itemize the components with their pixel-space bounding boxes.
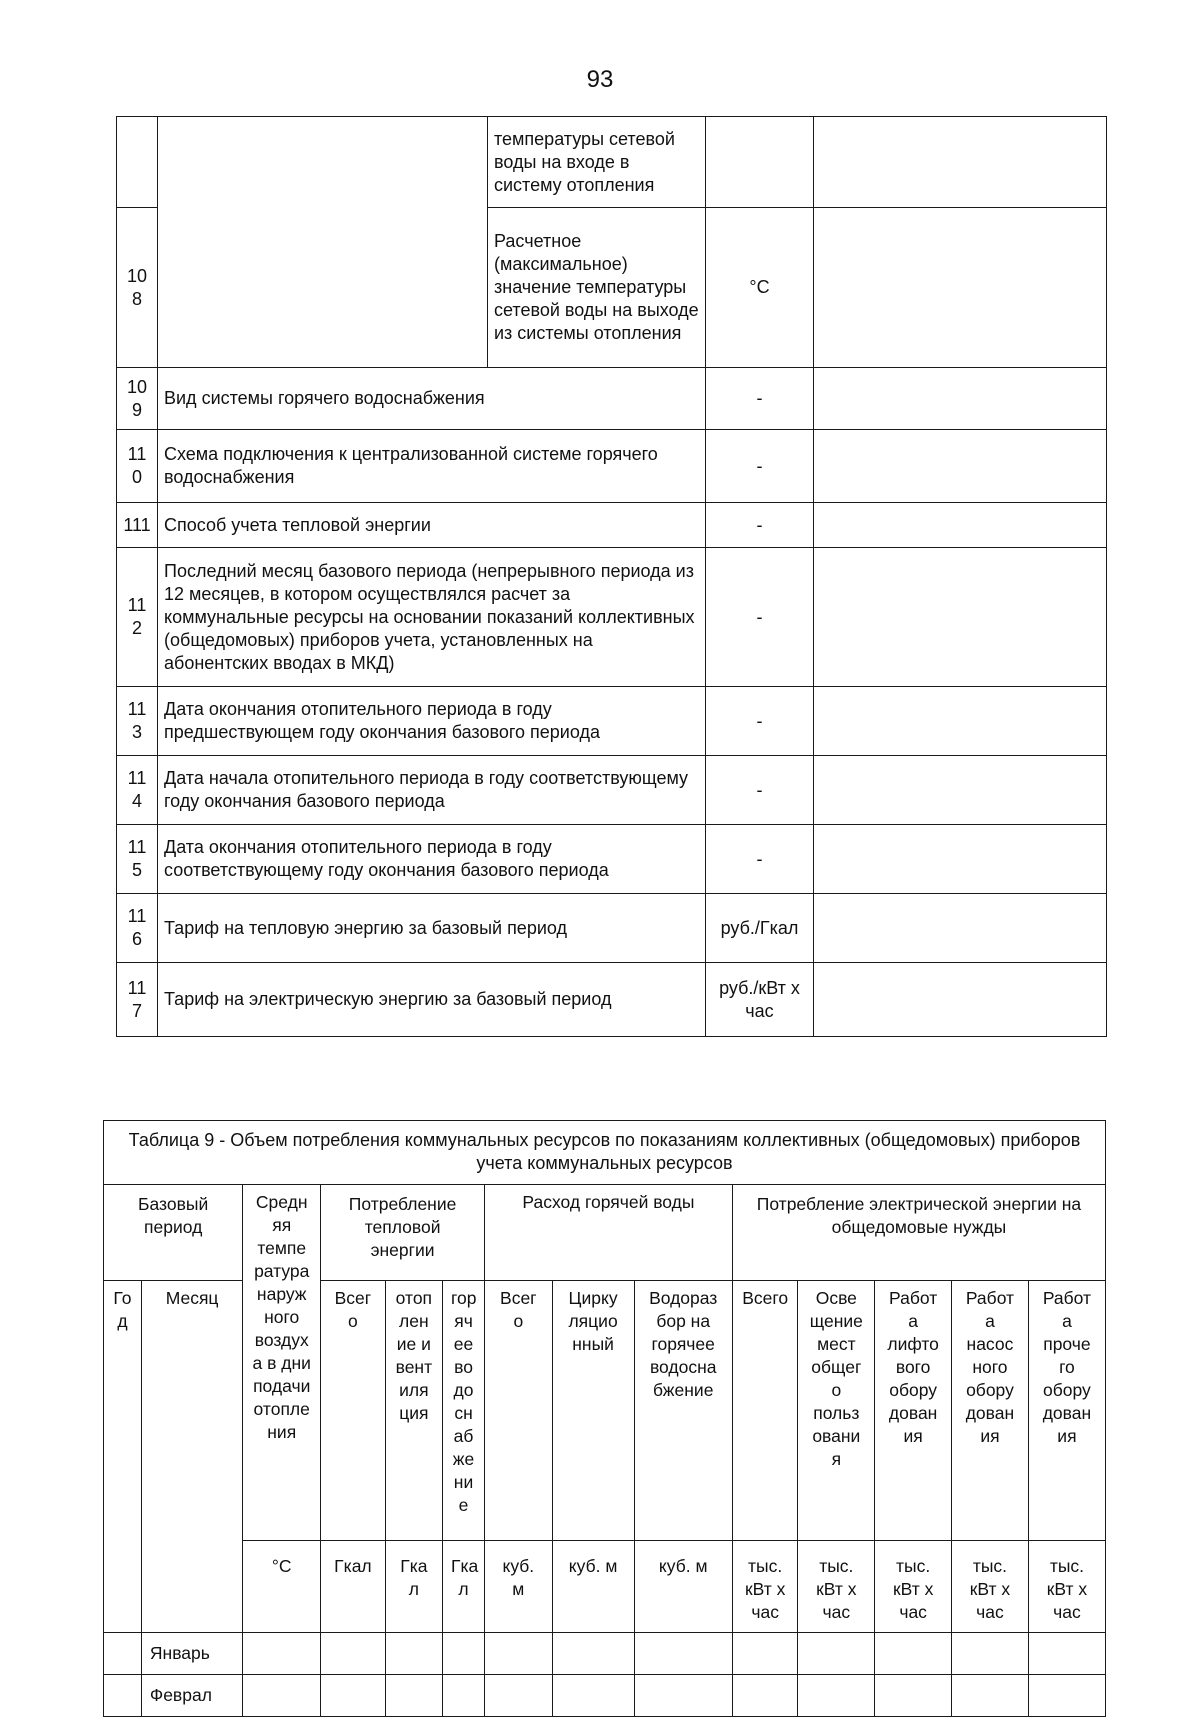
- parameter-name: Схема подключения к централизованной системе горячего водоснабжения: [158, 430, 706, 503]
- electricity-header: Потребление электрической энергии на общедомовые нужды: [732, 1185, 1105, 1281]
- data-cell: [875, 1633, 952, 1675]
- data-cell: [798, 1633, 875, 1675]
- year-header: Го д: [104, 1281, 142, 1633]
- data-cell: [321, 1633, 386, 1675]
- heat-hotwater-header: гор яч ее во до сн аб же ни е: [443, 1281, 485, 1541]
- unit-cell: -: [706, 825, 814, 894]
- table-row: [117, 503, 1107, 548]
- unit-cell: -: [706, 503, 814, 548]
- heat-consumption-header: Потребление тепловой энергии: [321, 1185, 485, 1281]
- row-number: 10 9: [117, 368, 158, 430]
- parameters-table: [116, 116, 1107, 1037]
- el-other-header: Работ а проче го обору дован ия: [1028, 1281, 1105, 1541]
- row-number: 11 7: [117, 963, 158, 1037]
- unit-heat-heating: Гка л: [385, 1541, 442, 1633]
- unit-heat-hotwater: Гка л: [443, 1541, 485, 1633]
- row-number: 11 5: [117, 825, 158, 894]
- year-cell: [104, 1675, 142, 1717]
- value-cell: [814, 687, 1107, 756]
- unit-el-lighting: тыс. кВт х час: [798, 1541, 875, 1633]
- value-cell: [814, 963, 1107, 1037]
- data-cell: [1028, 1675, 1105, 1717]
- unit-cell: руб./кВт х час: [706, 963, 814, 1037]
- unit-hw-total: куб. м: [485, 1541, 553, 1633]
- table-row: [104, 1633, 1106, 1675]
- el-total-header: Всего: [732, 1281, 798, 1541]
- unit-hw-circulation: куб. м: [552, 1541, 634, 1633]
- parameter-subname: Расчетное (максимальное) значение температуры сетевой воды на выходе из системы отопления: [488, 208, 706, 368]
- data-cell: [952, 1633, 1029, 1675]
- month-cell: Феврал: [141, 1675, 242, 1717]
- parameter-name: Последний месяц базового периода (непрерывного периода из 12 месяцев, в котором осуществлялся расчет за коммунальные ресурсы на основании показаний коллективных (общедомовых) приборов учета, установленных на абонентских вводах в МКД): [158, 548, 706, 687]
- el-pump-header: Работ а насос ного обору дован ия: [952, 1281, 1029, 1541]
- month-header: Месяц: [141, 1281, 242, 1633]
- unit-cell: °С: [706, 208, 814, 368]
- row-number: 11 4: [117, 756, 158, 825]
- value-cell: [814, 430, 1107, 503]
- unit-cell: -: [706, 368, 814, 430]
- row-number: 111: [117, 503, 158, 548]
- data-cell: [952, 1675, 1029, 1717]
- row-number: [117, 208, 158, 368]
- table-row: [117, 894, 1107, 963]
- parameter-name: Тариф на тепловую энергию за базовый период: [158, 894, 706, 963]
- value-cell: [814, 503, 1107, 548]
- year-cell: [104, 1633, 142, 1675]
- data-cell: [1028, 1633, 1105, 1675]
- parameter-name: Способ учета тепловой энергии: [158, 503, 706, 548]
- value-cell: [814, 117, 1107, 208]
- table-row: [117, 687, 1107, 756]
- data-cell: [875, 1675, 952, 1717]
- unit-hw-draw: куб. м: [634, 1541, 732, 1633]
- hw-draw-header: Водораз бор на горячее водосна бжение: [634, 1281, 732, 1541]
- table-row: [117, 963, 1107, 1037]
- data-cell: [321, 1675, 386, 1717]
- hot-water-header: Расход горячей воды: [485, 1185, 733, 1281]
- avg-temp-header: Средн яя темпе ратура наруж ного воздух а в дни подачи отопле ния: [243, 1185, 321, 1541]
- parameter-name: Вид системы горячего водоснабжения: [158, 368, 706, 430]
- value-cell: [814, 894, 1107, 963]
- data-cell: [552, 1675, 634, 1717]
- table-row: [117, 756, 1107, 825]
- data-cell: [732, 1633, 798, 1675]
- el-lift-header: Работ а лифто вого обору дован ия: [875, 1281, 952, 1541]
- unit-temp: °С: [243, 1541, 321, 1633]
- heat-total-header: Всег о: [321, 1281, 386, 1541]
- row-number: 11 6: [117, 894, 158, 963]
- data-cell: [552, 1633, 634, 1675]
- table-row: [117, 430, 1107, 503]
- hw-total-header: Всег о: [485, 1281, 553, 1541]
- table-row: [117, 548, 1107, 687]
- data-cell: [385, 1633, 442, 1675]
- value-cell: [814, 756, 1107, 825]
- data-cell: [798, 1675, 875, 1717]
- parameter-name: Дата начала отопительного периода в году соответствующему году окончания базового периода: [158, 756, 706, 825]
- table-row: [104, 1675, 1106, 1717]
- unit-heat-total: Гкал: [321, 1541, 386, 1633]
- row-number: 11 3: [117, 687, 158, 756]
- parameter-name: Тариф на электрическую энергию за базовый период: [158, 963, 706, 1037]
- value-cell: [814, 825, 1107, 894]
- base-period-header: Базовый период: [104, 1185, 243, 1281]
- data-cell: [243, 1675, 321, 1717]
- table-row: [117, 117, 1107, 208]
- unit-cell: [706, 117, 814, 208]
- data-cell: [243, 1633, 321, 1675]
- unit-cell: -: [706, 548, 814, 687]
- table-row: [117, 368, 1107, 430]
- row-number: 11 0: [117, 430, 158, 503]
- row-number: [117, 117, 158, 208]
- parameter-name: Дата окончания отопительного периода в году предшествующем году окончания базового периода: [158, 687, 706, 756]
- data-cell: [385, 1675, 442, 1717]
- unit-cell: -: [706, 687, 814, 756]
- parameter-name: [158, 117, 488, 368]
- unit-cell: -: [706, 430, 814, 503]
- unit-el-lift: тыс. кВт х час: [875, 1541, 952, 1633]
- el-lighting-header: Осве щение мест общег о польз овани я: [798, 1281, 875, 1541]
- data-cell: [443, 1633, 485, 1675]
- heat-heating-header: отоп лен ие и вент иля ция: [385, 1281, 442, 1541]
- data-cell: [634, 1675, 732, 1717]
- parameter-subname: температуры сетевой воды на входе в систему отопления: [488, 117, 706, 208]
- parameter-name: Дата окончания отопительного периода в году соответствующему году окончания базового периода: [158, 825, 706, 894]
- table-caption: Таблица 9 - Объем потребления коммунальных ресурсов по показаниям коллективных (общедомовых) приборов учета коммунальных ресурсов: [104, 1121, 1106, 1185]
- table-9: [103, 1120, 1106, 1717]
- unit-cell: -: [706, 756, 814, 825]
- value-cell: [814, 208, 1107, 368]
- month-cell: Январь: [141, 1633, 242, 1675]
- unit-el-total: тыс. кВт х час: [732, 1541, 798, 1633]
- page-number: 93: [586, 66, 614, 93]
- unit-el-other: тыс. кВт х час: [1028, 1541, 1105, 1633]
- data-cell: [485, 1675, 553, 1717]
- unit-el-pump: тыс. кВт х час: [952, 1541, 1029, 1633]
- table-row: [117, 825, 1107, 894]
- data-cell: [443, 1675, 485, 1717]
- value-cell: [814, 548, 1107, 687]
- data-cell: [732, 1675, 798, 1717]
- data-cell: [634, 1633, 732, 1675]
- data-cell: [485, 1633, 553, 1675]
- hw-circulation-header: Цирку ляцио нный: [552, 1281, 634, 1541]
- unit-cell: руб./Гкал: [706, 894, 814, 963]
- value-cell: [814, 368, 1107, 430]
- row-number-part: 10 8: [126, 265, 148, 309]
- row-number: 11 2: [117, 548, 158, 687]
